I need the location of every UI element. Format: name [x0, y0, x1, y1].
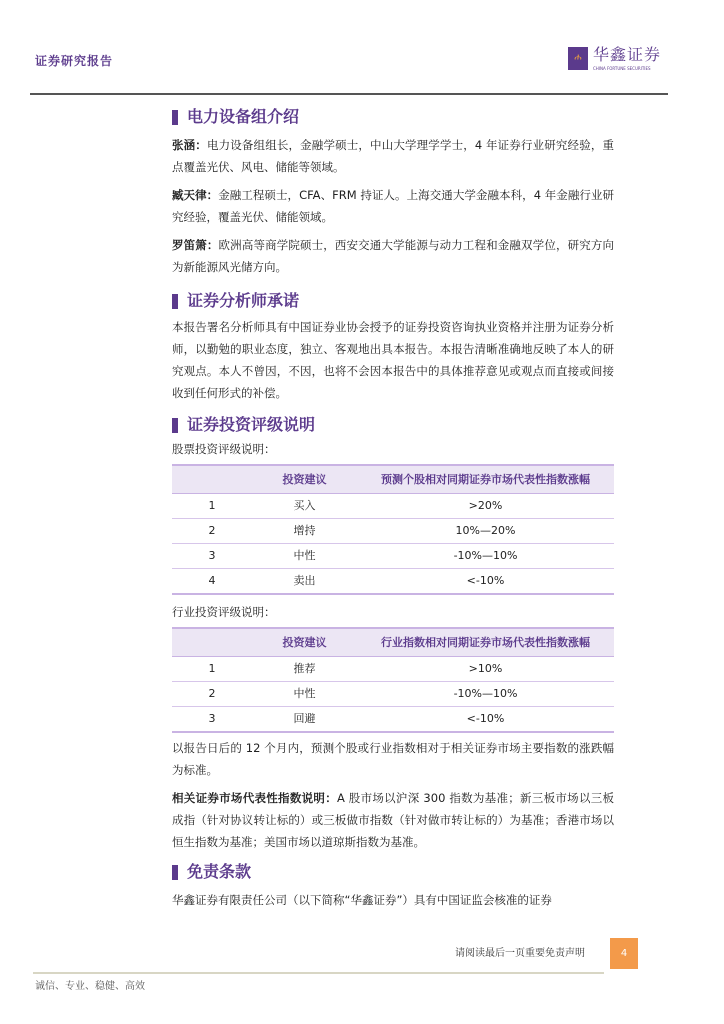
cell: 1	[172, 657, 252, 682]
stock-rating-table	[172, 464, 614, 595]
cell: 4	[172, 569, 252, 595]
rating-note: 以报告日后的 12 个月内，预测个股或行业指数相对于相关证券市场主要指数的涨跌幅为标准。	[172, 741, 614, 777]
table-header: 投资建议	[252, 628, 357, 657]
rating-section	[172, 414, 614, 853]
member-name: 臧天律：	[172, 188, 219, 202]
header-divider	[30, 93, 668, 95]
cell: -10%—10%	[357, 544, 614, 569]
table-header: 预测个股相对同期证券市场代表性指数涨幅	[357, 465, 614, 494]
index-label: 相关证券市场代表性指数说明：	[172, 791, 337, 805]
cell: 推荐	[252, 657, 357, 682]
cell: 10%—20%	[357, 519, 614, 544]
bio-text: 电力设备组组长，金融学硕士，中山大学理学学士，4 年证券行业研究经验，重点覆盖光伏、风电、储能等领域。	[172, 138, 615, 174]
report-type-label: 证券研究报告	[35, 54, 114, 68]
bio-text: 金融工程硕士，CFA、FRM 持证人。上海交通大学金融本科，4 年金融行业研究经验，覆盖光伏、储能领域。	[172, 188, 615, 224]
industry-rating-label: 行业投资评级说明：	[172, 605, 276, 619]
table-header	[172, 465, 252, 494]
member-name: 罗笛箫：	[172, 238, 219, 252]
cell: -10%—10%	[357, 682, 614, 707]
table-header	[172, 628, 252, 657]
table-row	[172, 657, 614, 682]
cell: 回避	[252, 707, 357, 733]
heading-text: 电力设备组介绍	[187, 107, 300, 126]
heading-text: 免责条款	[187, 862, 252, 881]
stock-rating-label: 股票投资评级说明：	[172, 442, 276, 456]
cell: <-10%	[357, 569, 614, 595]
table-header: 行业指数相对同期证券市场代表性指数涨幅	[357, 628, 614, 657]
table-row	[172, 682, 614, 707]
commitment-section	[172, 290, 614, 404]
member-bio	[172, 134, 614, 178]
footer-disclaimer-note: 请阅读最后一页重要免责声明	[455, 948, 585, 959]
table-row	[172, 494, 614, 519]
cell: 增持	[252, 519, 357, 544]
table-row	[172, 544, 614, 569]
section-heading	[172, 414, 614, 436]
cell: >20%	[357, 494, 614, 519]
disclaimer-text: 华鑫证券有限责任公司（以下简称“华鑫证券”）具有中国证监会核准的证券	[172, 893, 552, 907]
logo-text: 华鑫证券	[593, 45, 662, 64]
heading-text: 证券投资评级说明	[187, 415, 316, 434]
cell: 中性	[252, 682, 357, 707]
cell: 2	[172, 682, 252, 707]
company-logo	[568, 47, 668, 75]
cell: 3	[172, 707, 252, 733]
page-number: 4	[610, 938, 638, 969]
team-section	[172, 106, 614, 278]
footer-divider	[33, 972, 604, 974]
section-heading	[172, 106, 614, 128]
commitment-text: 本报告署名分析师具有中国证券业协会授予的证券投资咨询执业资格并注册为证券分析师，以勤勉的职业态度，独立、客观地出具本报告。本报告清晰准确地反映了本人的研究观点。本人不曾因，不因，也将不会因本报告中的具体推荐意见或观点而直接或间接收到任何形式的补偿。	[172, 320, 614, 400]
cell: 卖出	[252, 569, 357, 595]
disclaimer-section	[172, 861, 614, 911]
cell: 2	[172, 519, 252, 544]
table-header: 投资建议	[252, 465, 357, 494]
cell: 1	[172, 494, 252, 519]
index-note	[172, 787, 614, 853]
cell: 3	[172, 544, 252, 569]
section-heading	[172, 290, 614, 312]
report-body	[172, 106, 614, 917]
table-row	[172, 707, 614, 733]
member-name: 张涵：	[172, 138, 207, 152]
cell: 买入	[252, 494, 357, 519]
cell: >10%	[357, 657, 614, 682]
index-text: A 股市场以沪深 300 指数为基准；新三板市场以三板成指（针对协议转让标的）或三板做市指数（针对做市转让标的）为基准；香港市场以恒生指数为基准；美国市场以道琼斯指数为基准。	[172, 791, 615, 849]
logo-mark-icon: ሐ	[568, 47, 588, 70]
bio-text: 欧洲高等商学院硕士，西安交通大学能源与动力工程和金融双学位，研究方向为新能源风光储方向。	[172, 238, 615, 274]
logo-subtext: CHINA FORTUNE SECURITIES	[593, 66, 651, 71]
cell: <-10%	[357, 707, 614, 733]
industry-rating-table	[172, 627, 614, 733]
cell: 中性	[252, 544, 357, 569]
member-bio	[172, 234, 614, 278]
heading-text: 证券分析师承诺	[187, 291, 300, 310]
table-row	[172, 569, 614, 595]
section-heading	[172, 861, 614, 883]
member-bio	[172, 184, 614, 228]
table-row	[172, 519, 614, 544]
footer-motto: 诚信、专业、稳健、高效	[35, 981, 145, 992]
